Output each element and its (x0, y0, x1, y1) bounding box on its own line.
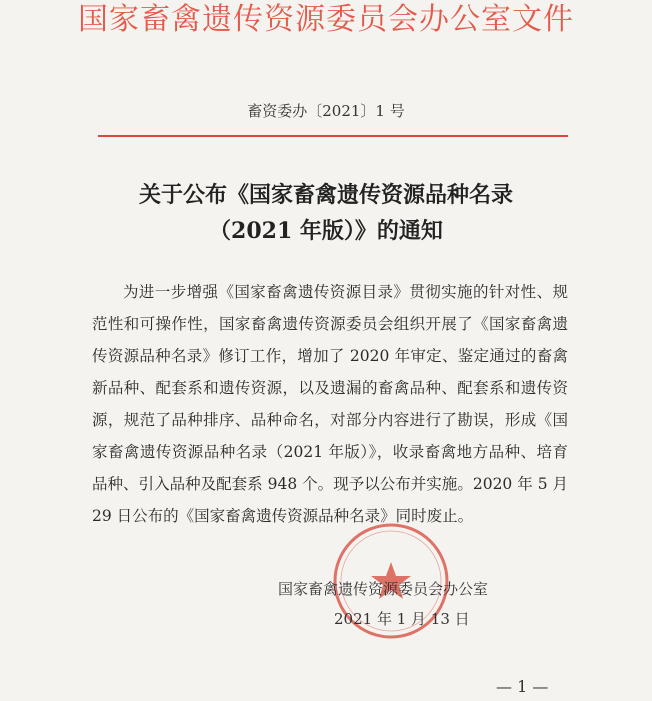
notice-title-line2: （2021 年版）》的通知 (209, 218, 443, 244)
notice-body: 为进一步增强《国家畜禽遗传资源目录》贯彻实施的针对性、规范性和可操作性，国家畜禽遗传资源委员会组织开展了《国家畜禽遗传资源品种名录》修订工作，增加了 2020 年审定、鉴定通过的畜禽新品种、配套系和遗传资源，以及遗漏的畜禽品种、配套系和遗传资源，规范了品种排序、品种命名，对部分内容进行了勘误，形成《国家畜禽遗传资源品种名录（2021 年版）》，收录畜禽地方品种、培育品种、引入品种及配套系 948 个。现予以公布并实施。2020 年 5 月 29 日公布的《国家畜禽遗传资源品种名录》同时废止。 (92, 283, 568, 525)
red-divider-line (98, 135, 568, 137)
signature-date: 2021 年 1 月 13 日 (334, 610, 470, 628)
header-title: 国家畜禽遗传资源委员会办公室文件 (78, 2, 574, 37)
document-number: 畜资委办〔2021〕1 号 (247, 102, 405, 120)
signature-org: 国家畜禽遗传资源委员会办公室 (278, 580, 489, 598)
page-number: — 1 — (496, 677, 549, 696)
notice-title-line1: 关于公布《国家畜禽遗传资源品种名录 (138, 182, 513, 208)
